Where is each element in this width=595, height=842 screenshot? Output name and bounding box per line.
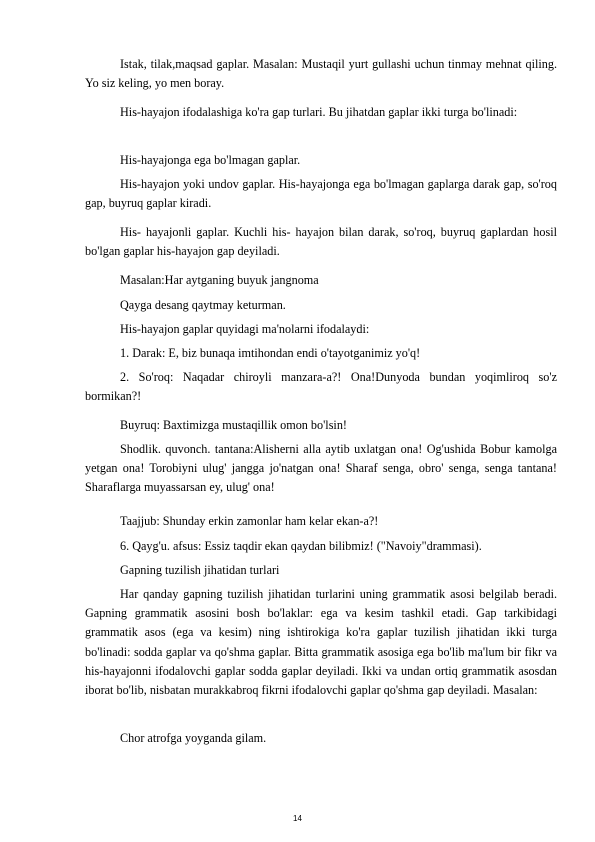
paragraph-soroq: 2. So'roq: Naqadar chiroyli manzara-a?! Ona!Dunyoda bundan yoqimliroq so'z bormikan?!	[85, 370, 557, 404]
page-number: 14	[293, 814, 302, 823]
paragraph-manolar: His-hayajon gaplar quyidagi ma'nolarni ifodalaydi:	[120, 322, 370, 336]
paragraph-shodlik: Shodlik. quvonch. tantana:Alisherni alla aytib uxlatgan ona! Og'ushida Bobur kamolga yetgan ona! Torobiyni ulug' jangga jo'natgan ona! Sharaf senga, obro' senga, senga tantana! Sharaflarga muyassarsan ey, ulug' ona!	[85, 442, 557, 495]
paragraph-qayga-desang: Qayga desang qaytmay keturman.	[120, 298, 286, 312]
paragraph-buyruq: Buyruq: Baxtimizga mustaqillik omon bo'lsin!	[120, 418, 347, 432]
paragraph-his-hayajon-turlari: His-hayajon ifodalashiga ko'ra gap turlari. Bu jihatdan gaplar ikki turga bo'linadi:	[120, 105, 518, 119]
paragraph-his-hayajonga-ega-bolmagan: His-hayajonga ega bo'lmagan gaplar.	[120, 153, 301, 167]
paragraph-istak-tilak: Istak, tilak,maqsad gaplar. Masalan: Mustaqil yurt gullashi uchun tinmay mehnat qiling. Yo siz keling, yo men boray.	[85, 57, 557, 91]
paragraph-taajjub: Taajjub: Shunday erkin zamonlar ham kelar ekan-a?!	[120, 514, 379, 528]
paragraph-masalan-jangnoma: Masalan:Har aytganing buyuk jangnoma	[120, 273, 319, 287]
paragraph-his-hayajonli-gaplar: His- hayajonli gaplar. Kuchli his- hayajon bilan darak, so'roq, buyruq gaplardan hosil bo'lgan gaplar his-hayajon gap deyiladi.	[85, 225, 557, 259]
paragraph-qaygu-afsus: 6. Qayg'u. afsus: Essiz taqdir ekan qaydan bilibmiz! ("Navoiy"drammasi).	[120, 539, 482, 553]
paragraph-grammatik-asos: Har qanday gapning tuzilish jihatidan turlarini uning grammatik asosi belgilab beradi. Gapning grammatik asosini bosh bo'laklar: ega va kesim tashkil etadi. Gap tarkibidagi grammatik asos (ega va kesim) ning ishtirokiga ko'ra gaplar tuzilish jihatidan ikki turga bo'linadi: sodda gaplar va qo'shma gaplar. Bitta grammatik asosiga ega bo'lib ma'lum bir fikr va his-hayajonni ifodalovchi gaplar sodda gaplar deyiladi. Ikki va undan ortiq grammatik asosdan iborat bo'lib, nisbatan murakkabroq fikrni ifodalovchi gaplar qo'shma gap deyiladi. Masalan:	[85, 587, 557, 698]
paragraph-chor-atrofga: Chor atrofga yoyganda gilam.	[120, 731, 267, 745]
section-heading-tuzilish: Gapning tuzilish jihatidan turlari	[120, 563, 280, 577]
paragraph-darak: 1. Darak: E, biz bunaqa imtihondan endi o'tayotganimiz yo'q!	[120, 346, 421, 360]
paragraph-undov-gaplar: His-hayajon yoki undov gaplar. His-hayajonga ega bo'lmagan gaplarga darak gap, so'roq gap, buyruq gaplar kiradi.	[85, 177, 557, 211]
